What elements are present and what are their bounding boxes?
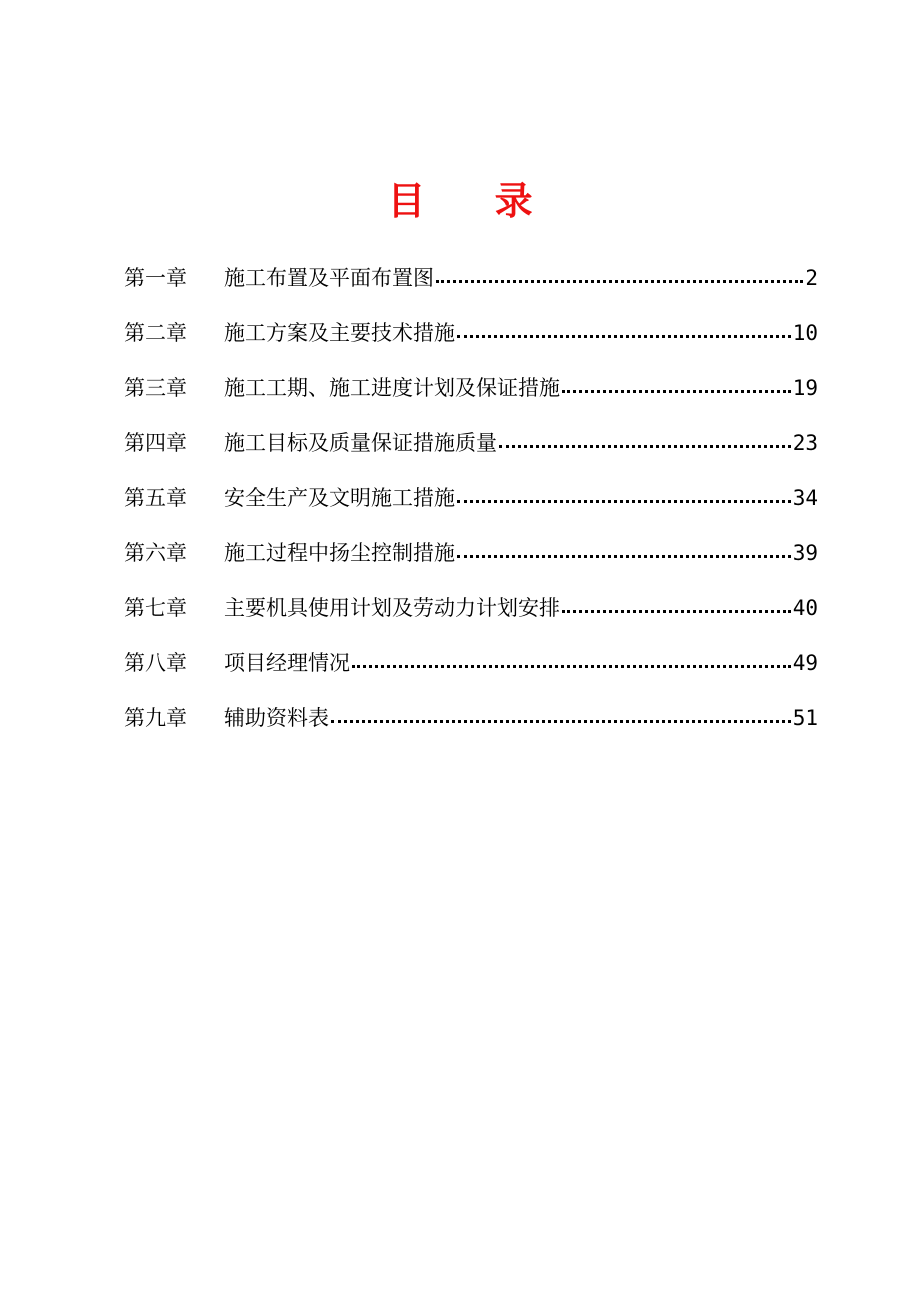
toc-entry-title: 主要机具使用计划及劳动力计划安排 <box>224 596 560 620</box>
toc-entry-title: 施工方案及主要技术措施 <box>224 321 455 345</box>
toc-chapter-number: 第一章 <box>124 266 187 290</box>
toc-chapter-number: 第八章 <box>124 651 187 675</box>
toc-dot-leader <box>457 540 791 560</box>
toc-chapter-number: 第七章 <box>124 596 187 620</box>
toc-entry-title: 施工布置及平面布置图 <box>224 266 434 290</box>
toc-page-number: 40 <box>792 596 818 620</box>
toc-entry-title: 项目经理情况 <box>224 651 350 675</box>
toc-entry[interactable] <box>124 698 818 753</box>
toc-page-number: 49 <box>792 651 818 675</box>
toc-page-number: 39 <box>792 541 818 565</box>
toc-chapter-number: 第九章 <box>124 706 187 730</box>
toc-page-number: 10 <box>792 321 818 345</box>
toc-entry-title: 施工工期、施工进度计划及保证措施 <box>224 376 560 400</box>
toc-entry[interactable] <box>124 478 818 533</box>
toc-dot-leader <box>562 595 791 615</box>
toc-page-number: 23 <box>792 431 818 455</box>
toc-entry[interactable] <box>124 588 818 643</box>
toc-chapter-number: 第五章 <box>124 486 187 510</box>
toc-dot-leader <box>562 375 791 395</box>
toc-dot-leader <box>436 265 803 285</box>
toc-page-number: 34 <box>792 486 818 510</box>
toc-entry[interactable] <box>124 643 818 698</box>
toc-dot-leader <box>331 705 791 725</box>
toc-chapter-number: 第四章 <box>124 431 187 455</box>
toc-entry-title: 施工目标及质量保证措施质量 <box>224 431 497 455</box>
toc-chapter-number: 第二章 <box>124 321 187 345</box>
toc-entry-title: 安全生产及文明施工措施 <box>224 486 455 510</box>
toc-chapter-number: 第六章 <box>124 541 187 565</box>
toc-dot-leader <box>457 485 791 505</box>
toc-dot-leader <box>499 430 791 450</box>
toc-page-number: 19 <box>792 376 818 400</box>
toc-entry-title: 辅助资料表 <box>224 706 329 730</box>
toc-dot-leader <box>457 320 791 340</box>
toc-entry[interactable] <box>124 258 818 313</box>
toc-title: 目 录 <box>387 178 561 223</box>
toc-entry[interactable] <box>124 313 818 368</box>
toc-dot-leader <box>352 650 791 670</box>
toc-entry[interactable] <box>124 533 818 588</box>
toc-entry-title: 施工过程中扬尘控制措施 <box>224 541 455 565</box>
toc-chapter-number: 第三章 <box>124 376 187 400</box>
toc-entry[interactable] <box>124 368 818 423</box>
toc-entry[interactable] <box>124 423 818 478</box>
toc-page-number: 2 <box>805 266 818 290</box>
toc-list <box>124 258 818 753</box>
toc-page-number: 51 <box>792 706 818 730</box>
